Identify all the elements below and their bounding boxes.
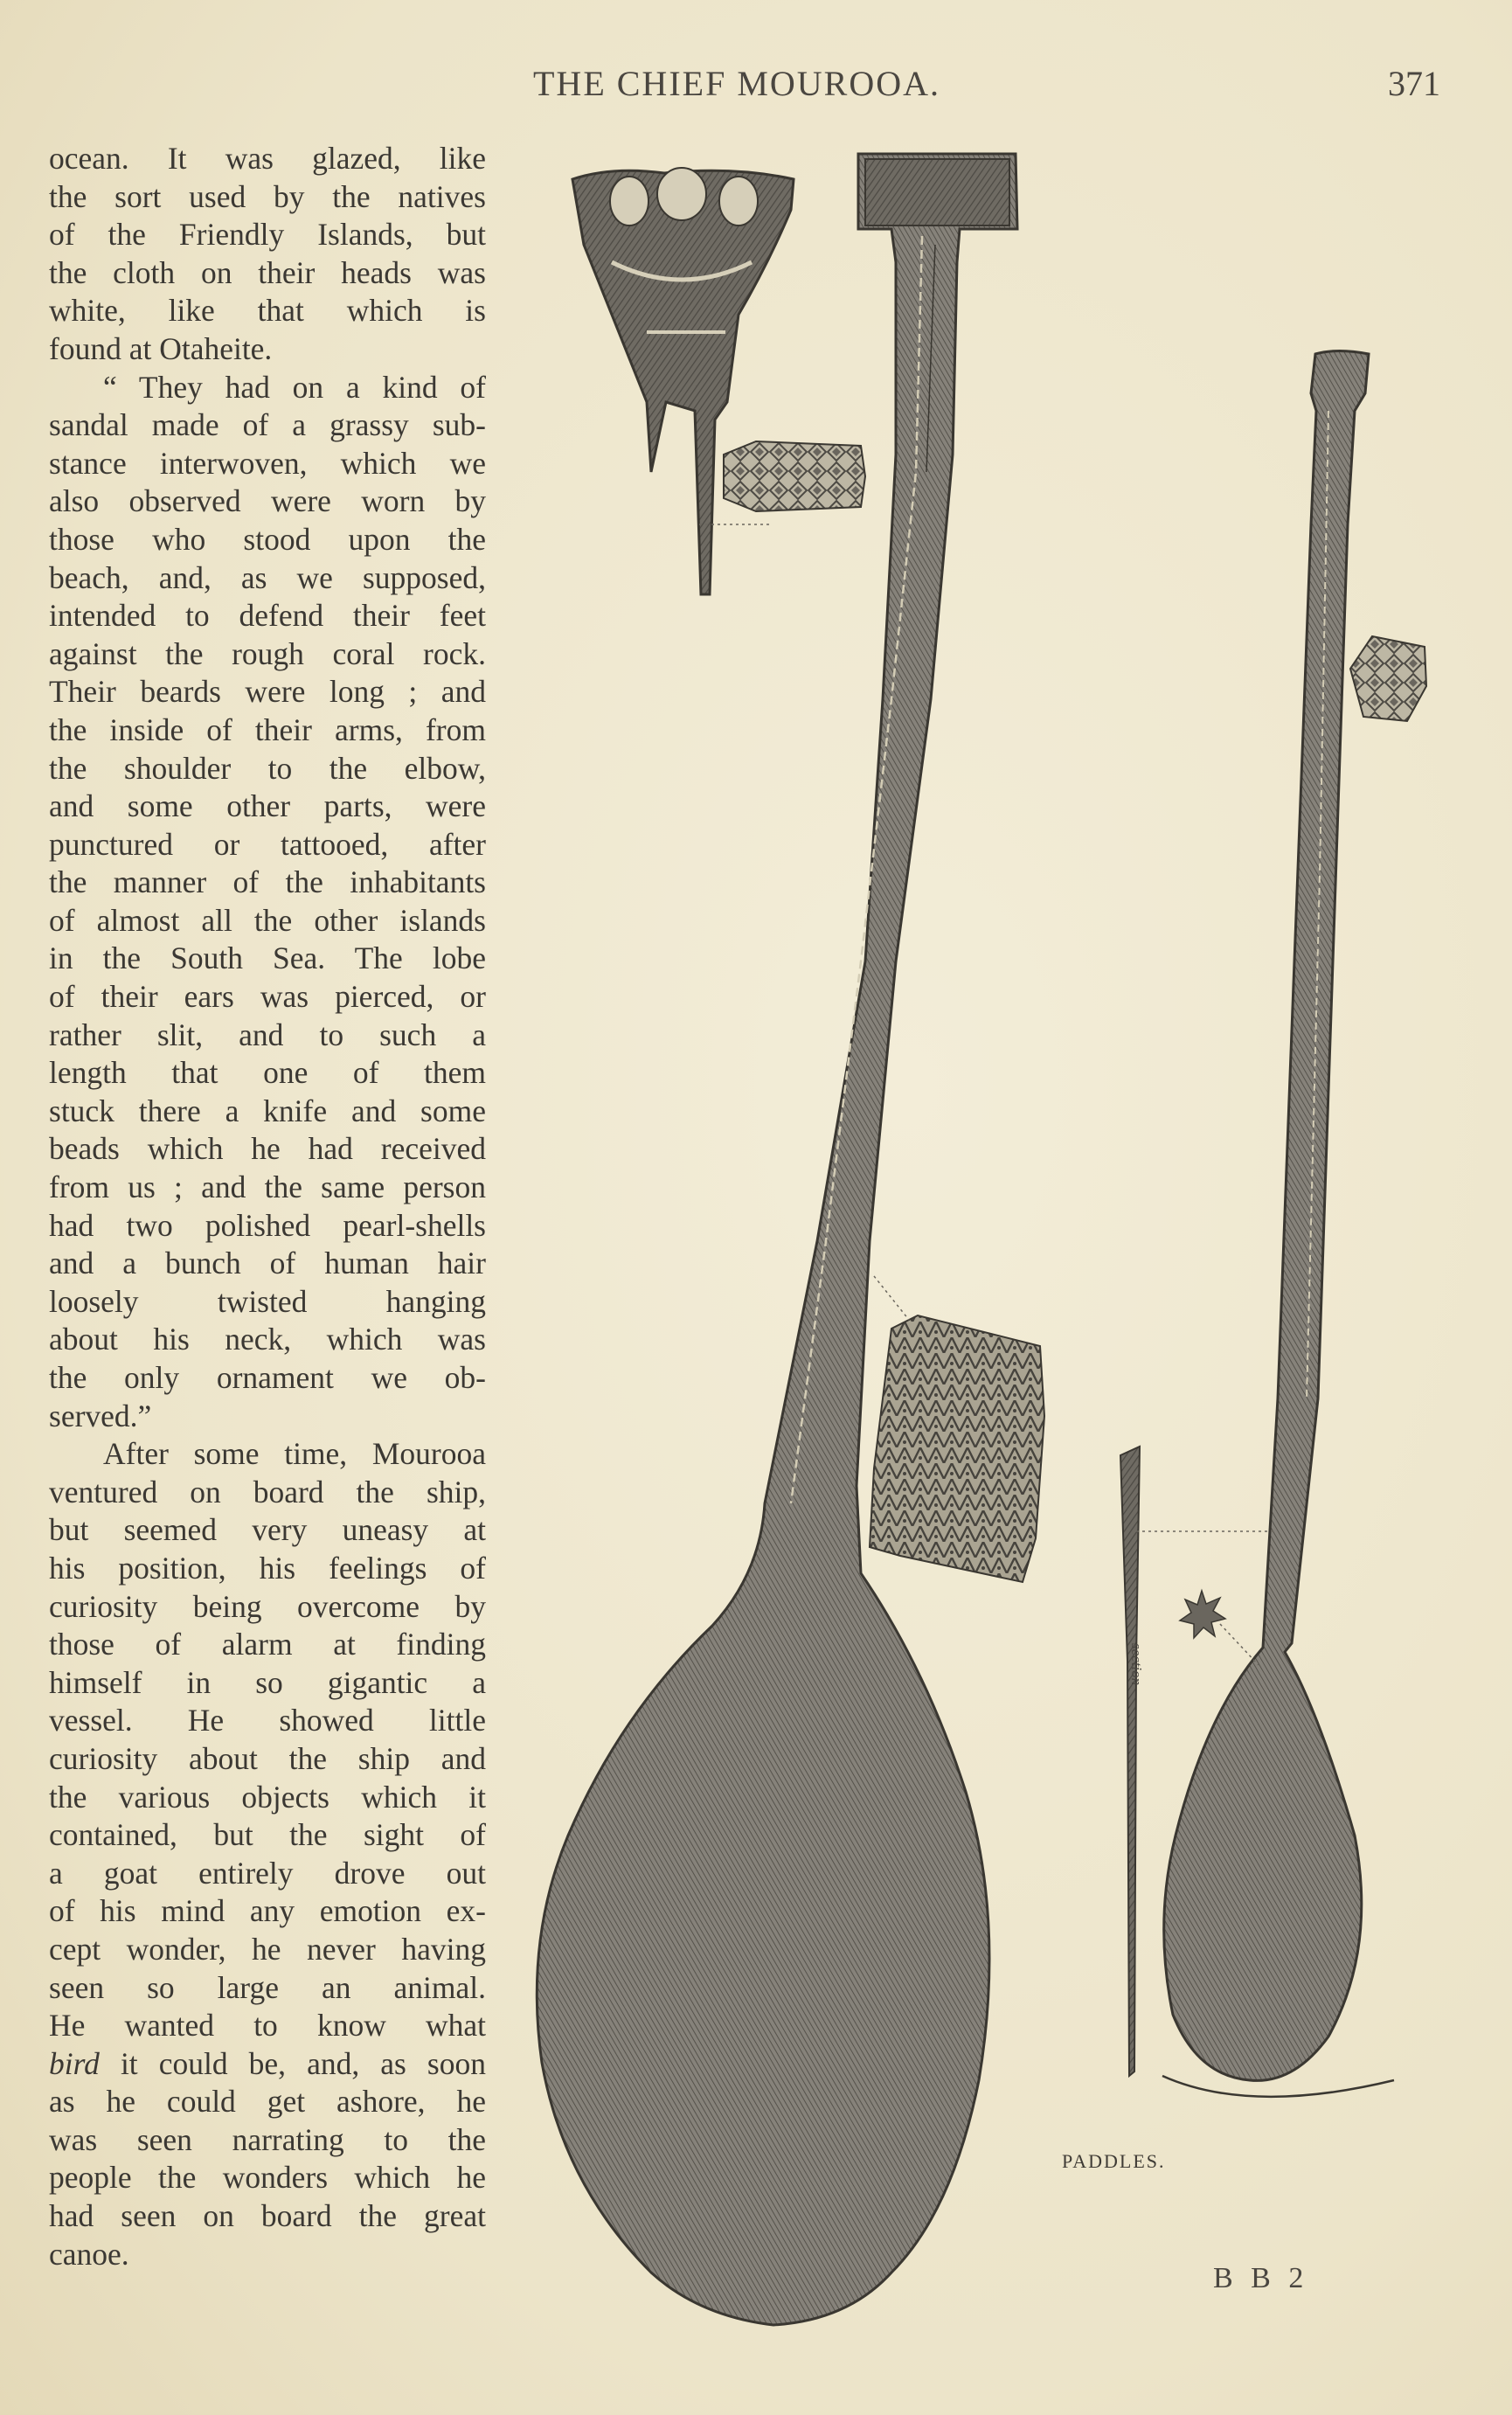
text-line: contained, but the sight of xyxy=(49,1817,486,1853)
text-line: the sort used by the natives xyxy=(49,178,486,214)
text-line: and some other parts, were xyxy=(49,788,486,824)
text-line: and a bunch of human hair xyxy=(49,1246,486,1281)
text-line: himself in so gigantic a xyxy=(49,1664,486,1700)
text-line: curiosity being overcome by xyxy=(49,1588,486,1624)
text-line: ocean. It was glazed, like xyxy=(49,141,486,176)
text-line: people the wonders which he xyxy=(49,2160,486,2196)
text-line: cept wonder, he never having xyxy=(49,1931,486,1967)
text-line: his position, his feelings of xyxy=(49,1550,486,1586)
body-text-column xyxy=(49,140,486,2273)
text-line: the only ornament we ob- xyxy=(49,1360,486,1395)
text-line: sandal made of a grassy sub- xyxy=(49,407,486,443)
figure-caption: PADDLES. xyxy=(1062,2150,1166,2172)
text-line: had two polished pearl-shells xyxy=(49,1207,486,1243)
running-title: THE CHIEF MOUROOA. xyxy=(533,64,940,103)
text-line-rest: it could be, and, as soon xyxy=(120,2045,486,2081)
text-line: the manner of the inhabitants xyxy=(49,864,486,900)
text-line: “ They had on a kind of xyxy=(103,369,486,405)
text-line: loosely twisted hanging xyxy=(49,1283,486,1319)
text-line: white, like that which is xyxy=(49,293,486,329)
text-line: a goat entirely drove out xyxy=(49,1855,486,1891)
text-line: Their beards were long ; and xyxy=(49,674,486,710)
text-line: stuck there a knife and some xyxy=(49,1093,486,1128)
paddles-illustration xyxy=(489,131,1512,2351)
text-line: rather slit, and to such a xyxy=(49,1017,486,1052)
zigzag-pattern-detail xyxy=(870,1276,1044,1582)
diamond-pattern-detail xyxy=(699,441,865,524)
text-line: length that one of them xyxy=(49,1055,486,1091)
text-line: seen so large an animal. xyxy=(49,1969,486,2005)
section-label: section xyxy=(1128,1643,1145,1686)
text-line: beads which he had received xyxy=(49,1131,486,1167)
small-diamond-detail xyxy=(1350,636,1426,721)
text-line: was seen narrating to the xyxy=(49,2121,486,2157)
text-line: ventured on board the ship, xyxy=(49,1474,486,1509)
text-line: from us ; and the same person xyxy=(49,1169,486,1205)
text-line: canoe. xyxy=(49,2236,129,2272)
text-line: about his neck, which was xyxy=(49,1322,486,1357)
text-line: had seen on board the great xyxy=(49,2198,486,2234)
text-line: those who stood upon the xyxy=(49,521,486,557)
text-line: those of alarm at finding xyxy=(49,1627,486,1662)
narrow-paddle-drawing xyxy=(1162,351,1394,2097)
signature-mark: B B 2 xyxy=(1213,2262,1309,2294)
text-line: stance interwoven, which we xyxy=(49,445,486,481)
page-number: 371 xyxy=(1388,64,1440,103)
text-line: of the Friendly Islands, but xyxy=(49,217,486,253)
text-line: of his mind any emotion ex- xyxy=(49,1893,486,1929)
text-line: curiosity about the ship and xyxy=(49,1740,486,1776)
text-line: in the South Sea. The lobe xyxy=(49,940,486,976)
text-line: the inside of their arms, from xyxy=(49,711,486,747)
text-line: After some time, Mourooa xyxy=(103,1436,486,1472)
text-line: vessel. He showed little xyxy=(49,1703,486,1738)
text-line: also observed were worn by xyxy=(49,483,486,519)
club-head-drawing xyxy=(572,168,794,594)
text-line: the shoulder to the elbow, xyxy=(49,750,486,786)
running-head xyxy=(0,63,1512,107)
text-line: the various objects which it xyxy=(49,1779,486,1815)
text-line: of almost all the other islands xyxy=(49,902,486,938)
star-motif-icon xyxy=(1180,1591,1259,1665)
text-line: punctured or tattooed, after xyxy=(49,826,486,862)
text-line: but seemed very uneasy at xyxy=(49,1512,486,1548)
text-line: served.” xyxy=(49,1398,152,1433)
text-line: as he could get ashore, he xyxy=(49,2084,486,2120)
text-line: beach, and, as we supposed, xyxy=(49,559,486,595)
text-line: the cloth on their heads was xyxy=(49,254,486,290)
text-line-with-italic xyxy=(49,2045,486,2084)
text-line: found at Otaheite. xyxy=(49,330,273,366)
italic-word: bird xyxy=(49,2045,100,2081)
text-line: against the rough coral rock. xyxy=(49,635,486,671)
text-line: of their ears was pierced, or xyxy=(49,979,486,1015)
text-line: intended to defend their feet xyxy=(49,598,486,634)
text-line: He wanted to know what xyxy=(49,2008,486,2044)
